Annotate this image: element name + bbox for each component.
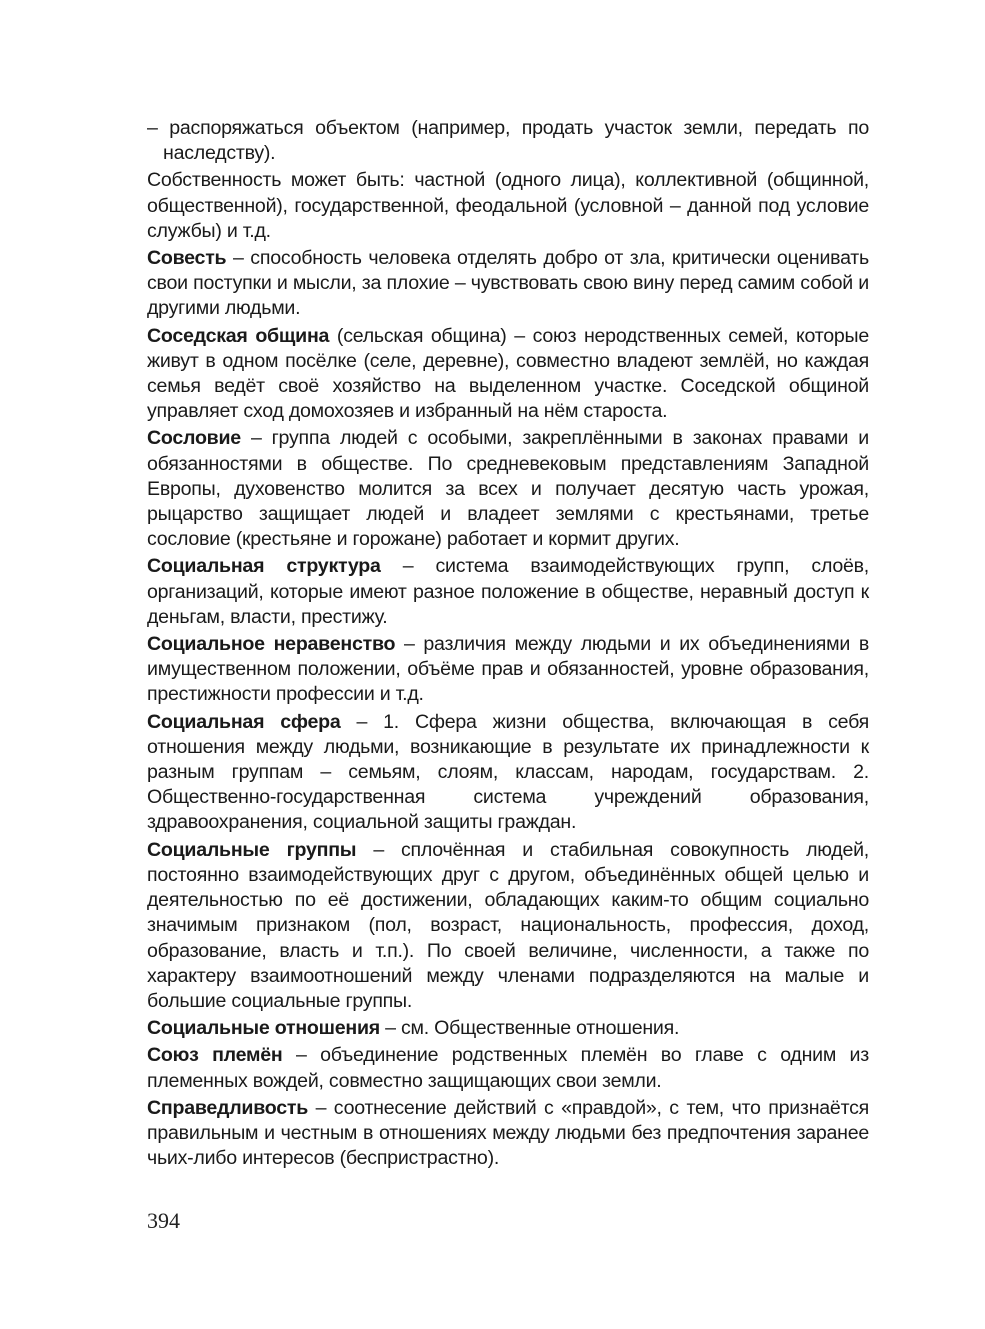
entry-term: Соседская община — [147, 324, 330, 347]
entry-definition: – 1. Сфера жизни общества, включающая в себя отношения между людьми, возникающие в результате их принадлежности к разным группам – семьям, слоям, классам, народам, государствам. 2. Общественно-государственная система учреждений образования, здравоохранения, социальной защиты граждан. — [147, 710, 869, 834]
entry-definition: – различия между людьми и их объединениями в имущественном положении, объёме прав и обязанностей, уровне образования, престижности профессии и т.д. — [147, 633, 869, 706]
ownership-types-paragraph: Собственность может быть: частной (одного лица), коллективной (общинной, общественной), государственной, феодальной (условной – данной под условие службы) и т.д. — [147, 169, 869, 242]
entry-term: Справедливость — [147, 1096, 308, 1119]
entry-soslovie — [147, 426, 869, 552]
entry-definition: – см. Общественные отношения. — [379, 1017, 680, 1040]
entry-definition: – сплочённая и стабильная совокупность людей, постоянно взаимодействующих друг с другом, объединённых общей целью и деятельностью по её достижении, обладающих каким-то общим социально значимым признаком (пол, возраст, национальность, профессия, доход, образование, власть и т.п.). По своей величине, численности, а также по характеру взаимоотношений между членами подразделяются на малые и большие социальные группы. — [147, 838, 869, 1012]
entry-term: Социальные группы — [147, 838, 357, 861]
entry-socialnaya-struktura — [147, 554, 869, 630]
entry-definition: – соотнесение действий с «правдой», с тем, что признаётся правильным и честным в отношениях между людьми без предпочтения заранее чьих-либо интересов (беспристрастно). — [147, 1096, 869, 1170]
entry-sosedskaya-obshchina — [147, 324, 869, 425]
entry-term: Социальное неравенство — [147, 633, 396, 656]
entry-definition: (сельская община) – союз неродственных семей, которые живут в одном посёлке (селе, деревне), совместно владеют землёй, но каждая семья ведёт своё хозяйство на выделенном участке. Соседской общиной управляет сход домохозяев и избранный на нём староста. — [147, 324, 869, 423]
entry-term: Союз племён — [147, 1044, 283, 1067]
entry-definition: – объединение родственных племён во главе с одним из племенных вождей, совместно защищающих свои земли. — [147, 1044, 869, 1092]
entry-socialnaya-sfera — [147, 710, 869, 836]
entry-term: Социальная структура — [147, 555, 381, 578]
entry-term: Социальная сфера — [147, 710, 341, 733]
entry-socialnye-gruppy — [147, 838, 869, 1014]
entry-sovest — [147, 246, 869, 322]
entry-definition: – система взаимодействующих групп, слоёв, организаций, которые имеют разное положение в обществе, неравный доступ к деньгам, власти, престижу. — [147, 555, 870, 628]
entry-definition: – способность человека отделять добро от зла, критически оценивать свои поступки и мысли, за плохие – чувствовать свою вину перед самим собой и другими людьми. — [147, 247, 869, 320]
entry-socialnye-otnosheniya — [147, 1016, 869, 1041]
entry-term: Сословие — [147, 427, 241, 450]
entry-definition: – группа людей с особыми, закреплёнными в законах правами и обязанностями в обществе. По средневековым представлениям Западной Европы, духовенство молится за всех и получает десятую часть урожая, рыцарство защищает людей и владеет землями с крестьянами, третье сословие (крестьяне и горожане) работает и кормит других. — [147, 427, 869, 551]
page-body — [147, 116, 869, 1173]
entry-term: Совесть — [147, 247, 227, 270]
entry-soyuz-plemen — [147, 1043, 869, 1093]
dispose-paragraph: – распоряжаться объектом (например, продать участок земли, передать по наследству). — [147, 117, 869, 165]
page-number: 394 — [147, 1208, 180, 1233]
entry-term: Социальные отношения — [147, 1017, 380, 1040]
entry-socialnoe-neravenstvo — [147, 632, 869, 708]
entry-spravedlivost — [147, 1096, 869, 1172]
